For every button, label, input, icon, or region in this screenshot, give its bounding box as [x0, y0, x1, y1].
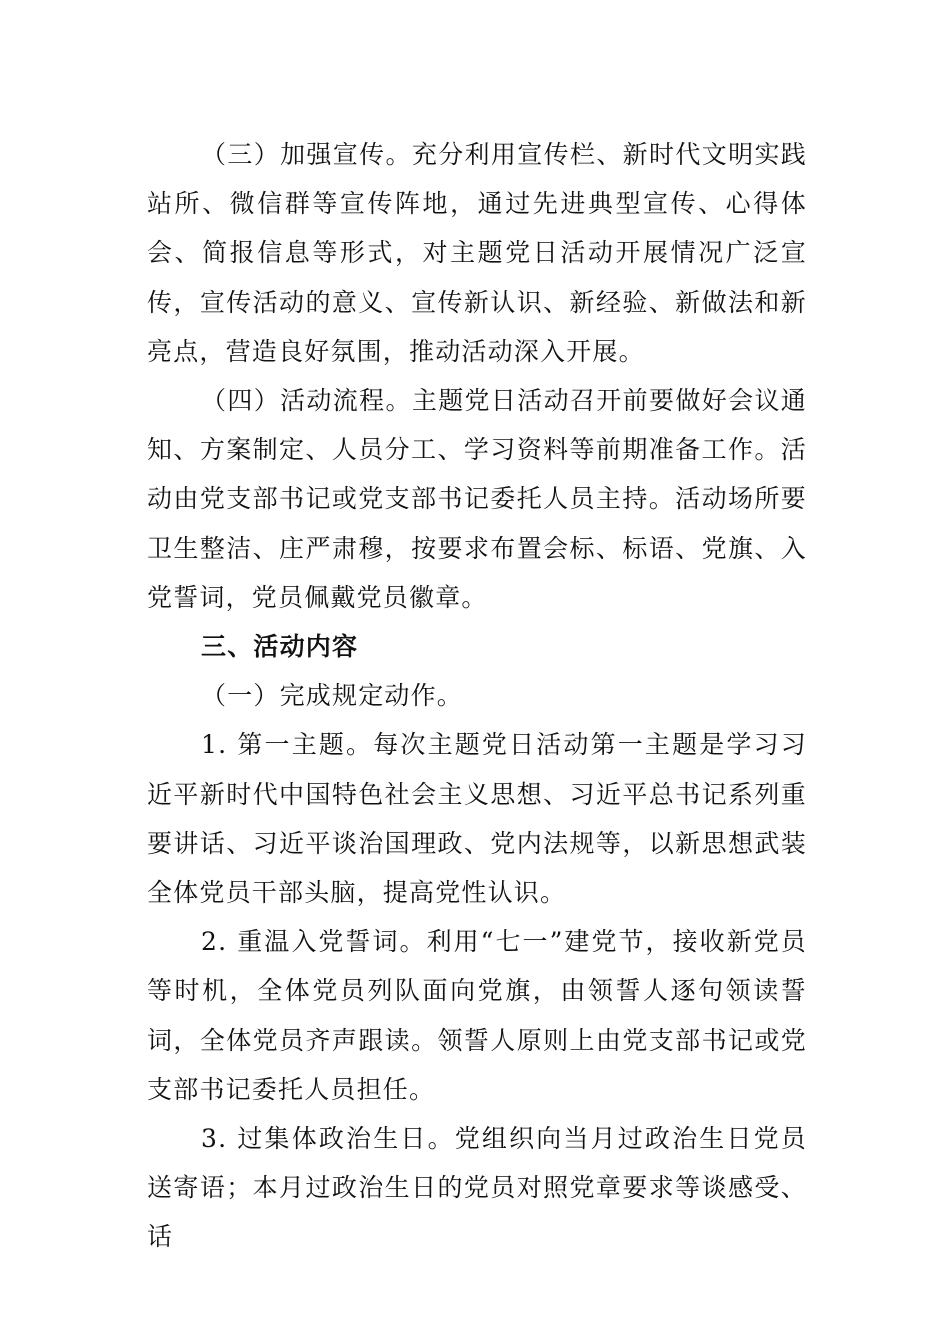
section-heading-activity-content: 三、活动内容	[201, 632, 359, 662]
paragraph-activity-process: （四）活动流程。主题党日活动召开前要做好会议通知、方案制定、人员分工、学习资料等前期准备工作。活动由党支部书记或党支部书记委托人员主持。活动场所要卫生整洁、庄严肃穆，按要求布置会标、标语、党旗、入党誓词，党员佩戴党员徽章。	[147, 386, 807, 612]
paragraph-political-birthday: 3. 过集体政治生日。党组织向当月过政治生日党员送寄语；本月过政治生日的党员对照党章要求等谈感受、话	[147, 1124, 807, 1252]
subsection-heading-required-actions: （一）完成规定动作。	[201, 681, 464, 711]
paragraph-oath-review: 2. 重温入党誓词。利用“七一”建党节，接收新党员等时机，全体党员列队面向党旗，由领誓人逐句领读誓词，全体党员齐声跟读。领誓人原则上由党支部书记或党支部书记委托人员担任。	[147, 927, 807, 1104]
document-body	[147, 130, 807, 1262]
paragraph-publicity: （三）加强宣传。充分利用宣传栏、新时代文明实践站所、微信群等宣传阵地，通过先进典型宣传、心得体会、简报信息等形式，对主题党日活动开展情况广泛宣传，宣传活动的意义、宣传新认识、新经验、新做法和新亮点，营造良好氛围，推动活动深入开展。	[147, 140, 807, 366]
paragraph-first-theme: 1. 第一主题。每次主题党日活动第一主题是学习习近平新时代中国特色社会主义思想、习近平总书记系列重要讲话、习近平谈治国理政、党内法规等，以新思想武装全体党员干部头脑，提高党性认识。	[147, 730, 807, 908]
